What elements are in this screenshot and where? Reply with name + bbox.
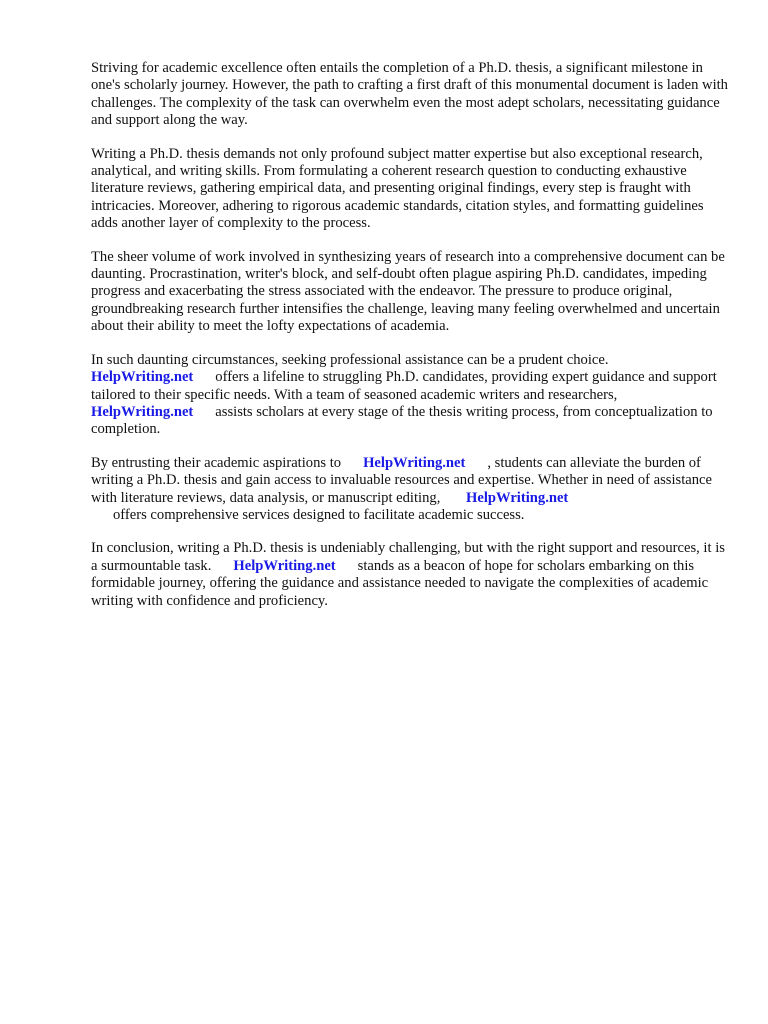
paragraph-intro: Striving for academic excellence often entails the completion of a Ph.D. thesis, a significant milestone in one's scholarly journey. However, the path to crafting a first draft of this monumental document is laden with challenges. The complexity of the task can overwhelm even the most adept scholars, necessitating guidance and support along the way. — [91, 60, 728, 129]
paragraph-text: , students can alleviate the burden of writing a Ph.D. thesis and gain access to invaluable resources and expertise. Whether in need of assistance with literature reviews, data analysis, or manuscript editing, — [91, 454, 712, 506]
document-page — [91, 60, 731, 626]
paragraph-text: stands as a beacon of hope for scholars embarking on this formidable journey, offering the guidance and assistance needed to navigate the complexities of academic writing with confidence and proficiency. — [91, 557, 709, 609]
paragraph-text: offers comprehensive services designed to facilitate academic success. — [113, 506, 525, 523]
paragraph-assistance — [91, 352, 731, 439]
helpwriting-link[interactable]: HelpWriting.net — [91, 369, 194, 386]
helpwriting-link[interactable]: HelpWriting.net — [363, 454, 466, 471]
paragraph-demands: Writing a Ph.D. thesis demands not only profound subject matter expertise but also exceptional research, analytical, and writing skills. From formulating a coherent research question to conducting exhaustive literature reviews, gathering empirical data, and presenting original findings, every step is fraught with intricacies. Moreover, adhering to rigorous academic standards, citation styles, and formatting guidelines adds another layer of complexity to the process. — [91, 145, 704, 232]
paragraph-text: In conclusion, writing a Ph.D. thesis is undeniably challenging, but with the right support and resources, it is a surmountable task. — [91, 540, 725, 574]
paragraph-text: assists scholars at every stage of the thesis writing process, from conceptualization to completion. — [91, 403, 713, 438]
helpwriting-link[interactable]: HelpWriting.net — [233, 557, 336, 574]
paragraph-challenges: The sheer volume of work involved in synthesizing years of research into a comprehensive document can be daunting. Procrastination, writer's block, and self-doubt often plague aspiring Ph.D. candidates, impeding progress and exacerbating the stress associated with the endeavor. The pressure to produce original, groundbreaking research further intensifies the challenge, leaving many feeling overwhelmed and uncertain about their ability to meet the lofty expectations of academia. — [91, 248, 725, 335]
helpwriting-link[interactable]: HelpWriting.net — [466, 489, 569, 506]
paragraph-text: By entrusting their academic aspirations to — [91, 454, 342, 471]
paragraph-entrusting — [91, 455, 731, 525]
paragraph-text: In such daunting circumstances, seeking professional assistance can be a prudent choice. — [91, 351, 609, 368]
helpwriting-link[interactable]: HelpWriting.net — [91, 403, 194, 420]
paragraph-text: offers a lifeline to struggling Ph.D. candidates, providing expert guidance and support tailored to their specific needs. With a team of seasoned academic writers and researchers, — [91, 369, 717, 403]
paragraph-conclusion — [91, 540, 731, 610]
